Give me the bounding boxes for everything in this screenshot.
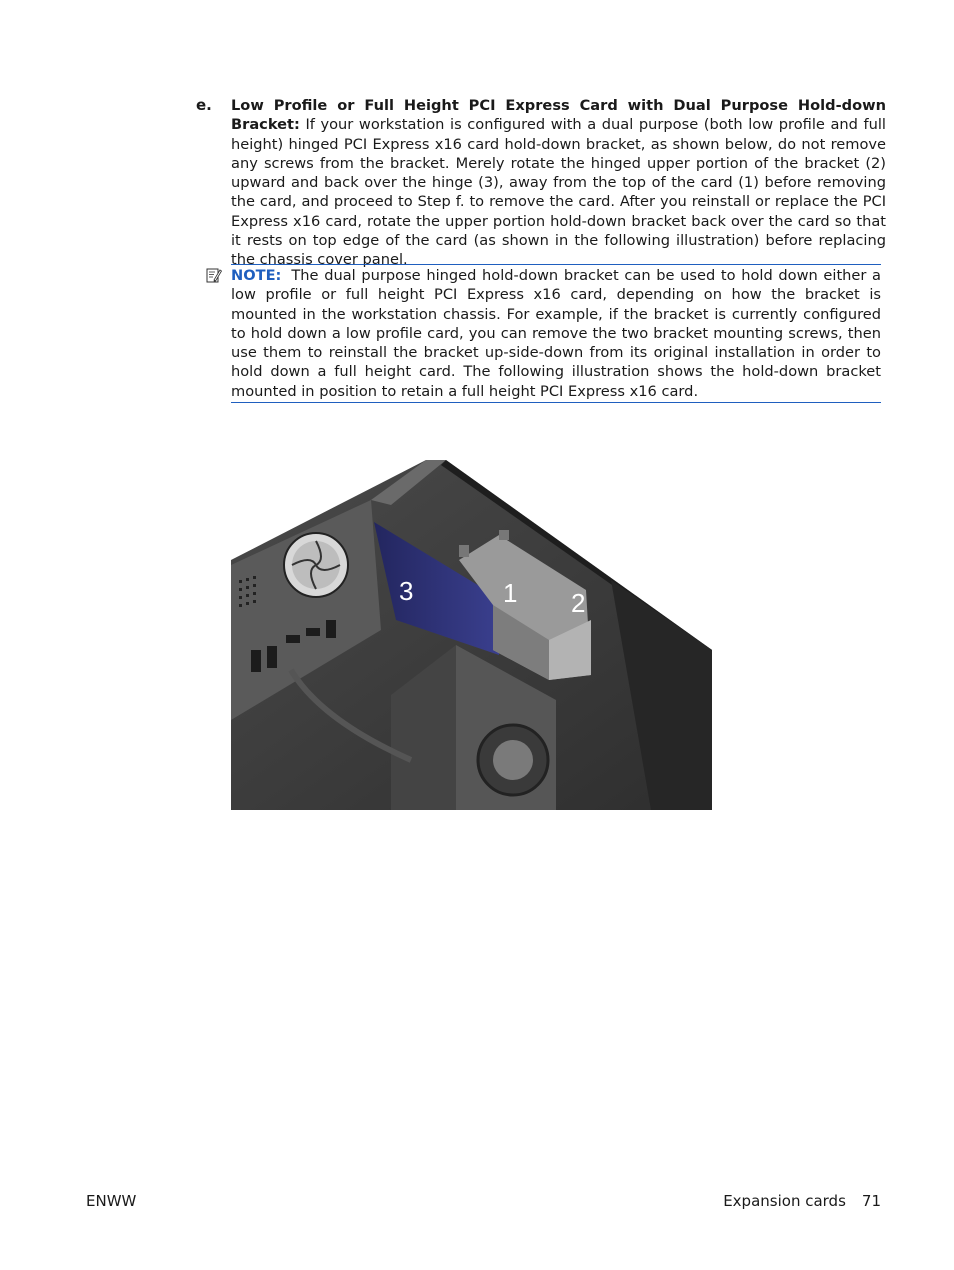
footer-left: ENWW bbox=[86, 1192, 137, 1210]
callout-3: 3 bbox=[399, 576, 414, 606]
chassis-drawing bbox=[231, 460, 712, 810]
callout-2: 2 bbox=[571, 588, 586, 618]
step-text: If your workstation is configured with a dual purpose (both low profile and full height) hinged PCI Express x16 card hold-down bracket, as shown below, do not remove any screws from the bracket. Merely rotate the hinged upper portion of the bracket (2) upward and back over the hinge (3), away from the top of the card (1) before removing the card, and proceed to Step f. to remove the card. After you reinstall or replace the PCI Express x16 card, rotate the upper portion hold-down bracket back over the card so that it rests on top edge of the card (as shown in the following illustration) before replacing the chassis cover panel. bbox=[231, 116, 886, 269]
page-number: 71 bbox=[861, 1192, 881, 1210]
footer-right bbox=[723, 1192, 881, 1210]
footer-section: Expansion cards bbox=[723, 1192, 846, 1210]
step-heading: Low Profile or Full Height PCI Express Card with Dual Purpose Hold-down Bracket: bbox=[231, 97, 886, 134]
step-e bbox=[196, 96, 886, 270]
note-body: The dual purpose hinged hold-down bracket can be used to hold down either a low profile or full height PCI Express x16 card, depending on how the bracket is mounted in the workstation chassis. For example, if the bracket is currently configured to hold down a low profile card, you can remove the two bracket mounting screws, then use them to reinstall the bracket up-side-down from its original installation in order to hold down a full height card. The following illustration shows the hold-down bracket mounted in position to retain a full height PCI Express x16 card. bbox=[231, 267, 881, 400]
callout-1: 1 bbox=[503, 578, 518, 608]
step-letter: e. bbox=[196, 96, 212, 114]
note-pencil-icon bbox=[206, 267, 222, 284]
note-box bbox=[231, 264, 881, 403]
note-label: NOTE: bbox=[231, 267, 282, 284]
note-text bbox=[231, 266, 881, 401]
step-body bbox=[231, 96, 886, 270]
bracket-illustration bbox=[231, 460, 712, 810]
